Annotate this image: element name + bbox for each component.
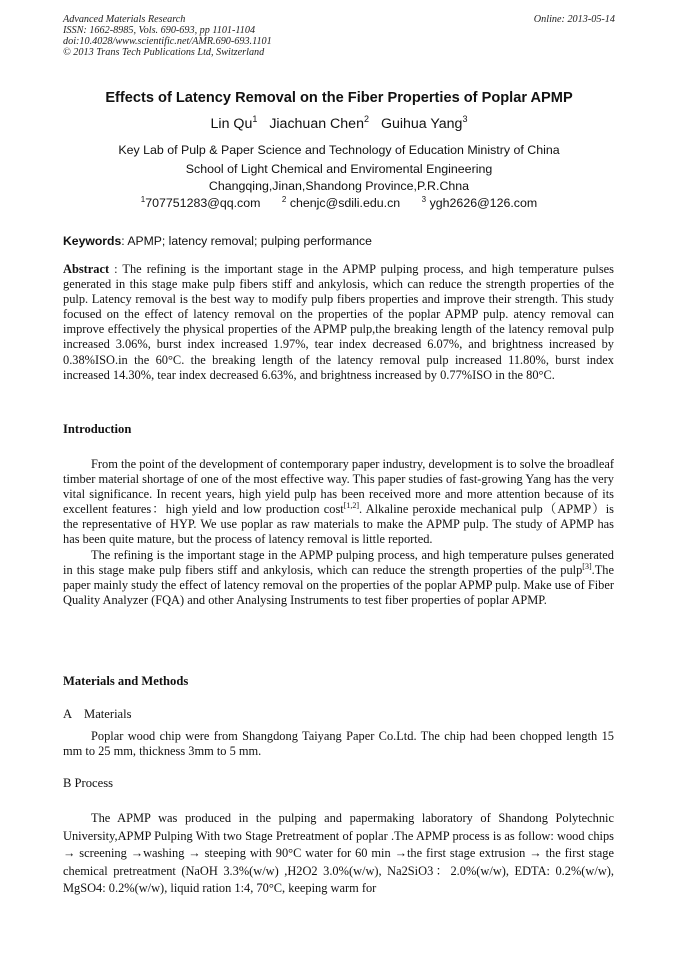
- paragraph: The refining is the important stage in the APMP pulping process, and high temperature pulses generated in this stage make pulp fibers stiff and ankylosis, which can reduce the strength properties of the pulp[3].The paper mainly study the effect of latency removal on the properties of the poplar APMP pulp. Make use of Fiber Quality Analyzer (FQA) and other Analysing Instruments to test fiber properties of poplar APMP.: [63, 547, 614, 607]
- subsection-heading-materials: A Materials: [63, 707, 132, 721]
- citation[interactable]: [1,2]: [343, 501, 360, 511]
- process-body: [63, 810, 614, 898]
- journal-header: [63, 14, 463, 58]
- affiliation-line: Changqing,Jinan,Shandong Province,P.R.Chna: [208, 179, 470, 193]
- author: Guihua Yang$^3$: [380, 114, 468, 132]
- section-heading-methods: Materials and Methods: [63, 674, 189, 688]
- keywords-label: Keywords: [63, 234, 122, 248]
- materials-body: [63, 729, 614, 759]
- abstract-label: Abstract: [63, 262, 110, 276]
- paragraph: The APMP was produced in the pulping and papermaking laboratory of Shandong Polytechnic University,APMP Pulping With two Stage Pretreatment of poplar .The APMP process is as follow: wood chips → screening →washing → steeping with 90°C water for 60 min →the first stage extrusion → the first stage chemical pretreatment (NaOH 3.3%(w/w) ,H2O2 3.0%(w/w), Na2SiO3：2.0%(w/w), EDTA: 0.2%(w/w), MgSO4: 0.2%(w/w), liquid ration 1:4, 70°C, keeping warm for: [63, 811, 614, 896]
- introduction-body: [63, 457, 614, 608]
- paragraph: Poplar wood chip were from Shangdong Taiyang Paper Co.Ltd. The chip had been chopped length 15 mm to 25 mm, thickness 3mm to 5 mm.: [63, 729, 614, 759]
- online-date: Online: 2013-05-14: [533, 14, 615, 25]
- affiliation-line: School of Light Chemical and Enviromental Engineering: [185, 162, 493, 176]
- abstract-text: : The refining is the important stage in the APMP pulping process, and high temperature pulses generated in this stage make pulp fibers stiff and ankylosis, which can reduce the strength properties of the pulp. Latency removal is the best way to modify pulp fibers properties and improve their strength. This study focused on the effect of latency removal on the properties of the poplar APMP pulp. atency removal can improve effectively the physical properties of the APMP pulp,the breaking length of the latency removal pulp increased 3.06%, burst index increased 1.97%, tear index decreased 6.07%, and brightness increased by 0.38%ISO.in the 60°C. the breaking length of the latency removal pulp increased 11.80%, burst index increased 14.30%, tear index decreased 6.63%, and brightness increased by 0.77%ISO in the 80°C.: [63, 262, 614, 382]
- author-list: [63, 116, 615, 132]
- copyright-line: © 2013 Trans Tech Publications Ltd, Switzerland: [63, 47, 265, 58]
- doi-link[interactable]: doi:10.4028/www.scientific.net/AMR.690-693.1101: [63, 36, 272, 47]
- paper-title: Effects of Latency Removal on the Fiber Properties of Poplar APMP: [105, 90, 573, 106]
- abstract: [63, 262, 614, 383]
- author: Lin Qu$^1$: [210, 114, 258, 132]
- author: Jiachuan Chen$^2$: [269, 114, 369, 132]
- email[interactable]: $^3$ ygh2626@126.com: [421, 195, 538, 210]
- email[interactable]: $^2$ chenjc@sdili.edu.cn: [281, 195, 401, 210]
- issn-line: ISSN: 1662-8985, Vols. 690-693, pp 1101-1104: [63, 25, 256, 36]
- subsection-heading-process: B Process: [63, 776, 114, 790]
- keywords-text: : APMP; latency removal; pulping performance: [121, 234, 372, 248]
- affiliation-line: Key Lab of Pulp & Paper Science and Technology of Education Ministry of China: [118, 143, 560, 157]
- journal-name: Advanced Materials Research: [63, 14, 186, 25]
- author-emails: [63, 196, 615, 210]
- keywords: [63, 234, 623, 248]
- email[interactable]: $^1$707751283@qq.com: [140, 195, 261, 210]
- citation[interactable]: [3]: [582, 561, 592, 571]
- section-heading-introduction: Introduction: [63, 422, 132, 436]
- paragraph: From the point of the development of contemporary paper industry, development is to solve the broadleaf timber material shortage of one of the most effective way. This paper studies of fast-growing Yang has the very vital significance. In recent years, high yield pulp has been received more and more attention because of its excellent features：high yield and low production cost[1,2]. Alkaline peroxide mechanical pulp（APMP）is the representative of HYP. We use poplar as raw materials to make the APMP pulp. The study of APMP has has been quite mature, but the process of latency removal is little reported.: [63, 457, 614, 547]
